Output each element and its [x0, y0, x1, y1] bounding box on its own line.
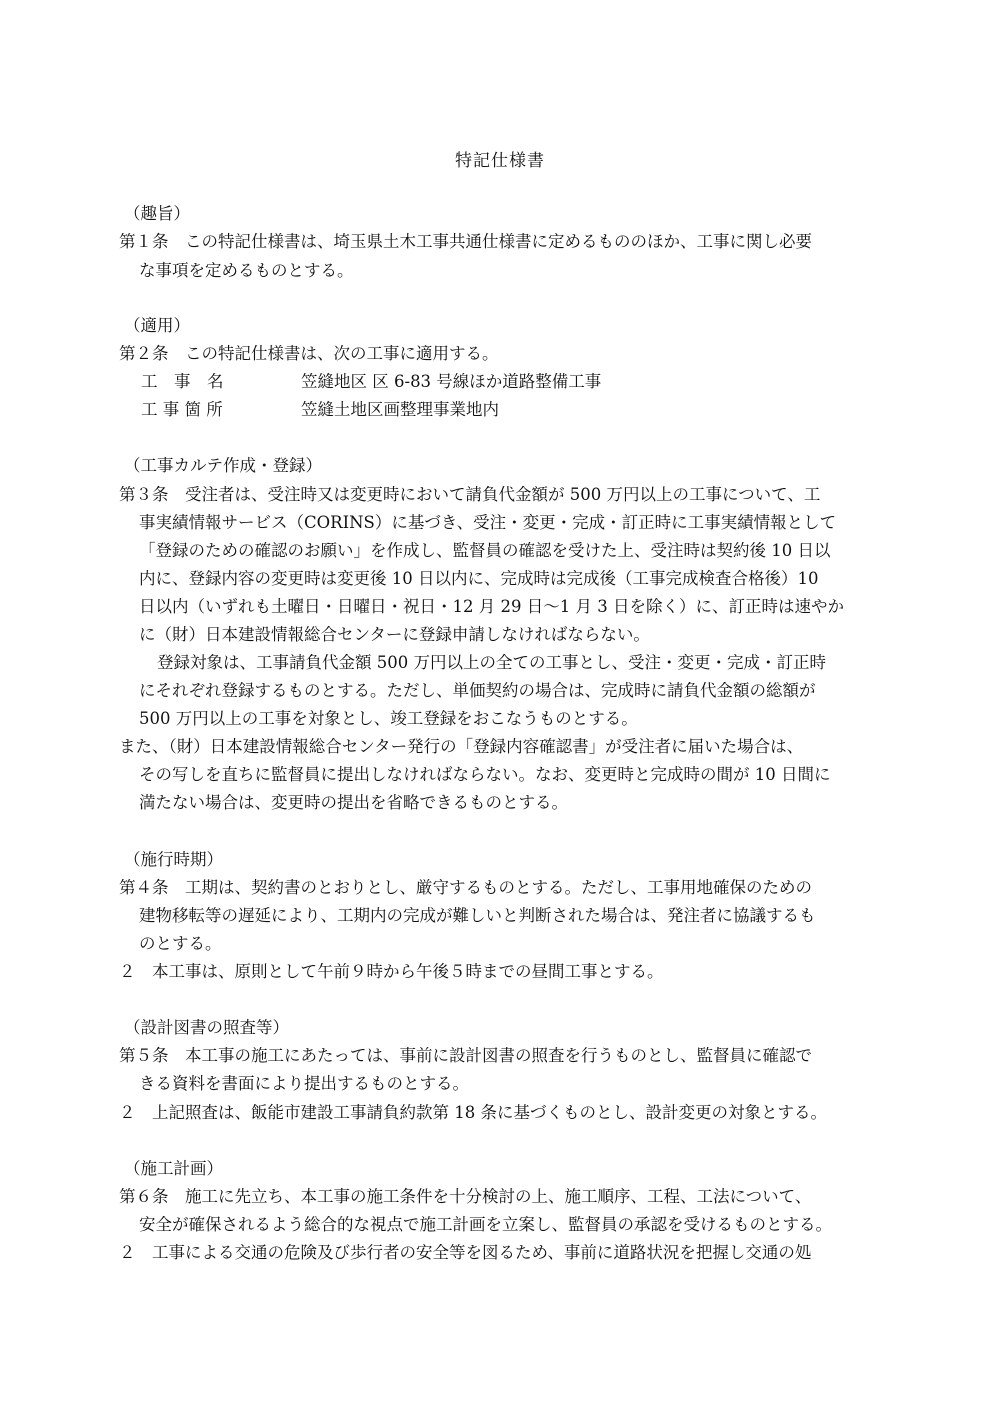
- article-line: 第４条 工期は、契約書のとおりとし、厳守するものとする。ただし、工事用地確保のための: [119, 878, 812, 897]
- article-line: 第５条 本工事の施工にあたっては、事前に設計図書の照査を行うものとし、監督員に確認で: [119, 1046, 812, 1065]
- section-heading: （工事カルテ作成・登録）: [124, 456, 322, 475]
- article-line: 第１条 この特記仕様書は、埼玉県土木工事共通仕様書に定めるもののほか、工事に関し必要: [119, 232, 812, 251]
- article-line: ２ 工事による交通の危険及び歩行者の安全等を図るため、事前に道路状況を把握し交通の処: [119, 1243, 812, 1262]
- section-heading: （施工計画）: [124, 1159, 223, 1178]
- spec-value-location: 笠縫土地区画整理事業地内: [301, 400, 499, 419]
- section-heading: （趣旨）: [124, 204, 190, 223]
- article-line: きる資料を書面により提出するものとする。: [139, 1074, 469, 1093]
- section-heading: （施行時期）: [124, 850, 223, 869]
- article-line: ２ 本工事は、原則として午前９時から午後５時までの昼間工事とする。: [119, 962, 664, 981]
- article-line: また、（財）日本建設情報総合センター発行の「登録内容確認書」が受注者に届いた場合は、: [119, 737, 804, 756]
- article-line: ２ 上記照査は、飯能市建設工事請負約款第 18 条に基づくものとし、設計変更の対象とする。: [119, 1103, 827, 1122]
- article-line: 500 万円以上の工事を対象とし、竣工登録をおこなうものとする。: [139, 709, 638, 728]
- spec-label-name: 工 事 名: [141, 372, 224, 391]
- article-line: のとする。: [139, 934, 222, 953]
- article-line: にそれぞれ登録するものとする。ただし、単価契約の場合は、完成時に請負代金額の総額が: [139, 681, 816, 700]
- article-line: 「登録のための確認のお願い」を作成し、監督員の確認を受けた上、受注時は契約後 10 日以: [139, 541, 831, 560]
- article-line: 登録対象は、工事請負代金額 500 万円以上の全ての工事とし、受注・変更・完成・訂正時: [157, 653, 826, 672]
- article-line: 建物移転等の遅延により、工期内の完成が難しいと判断された場合は、発注者に協議するも: [139, 906, 816, 925]
- article-line: に（財）日本建設情報総合センターに登録申請しなければならない。: [139, 625, 650, 644]
- section-heading: （適用）: [124, 316, 190, 335]
- section-heading: （設計図書の照査等）: [124, 1018, 289, 1037]
- article-line: その写しを直ちに監督員に提出しなければならない。なお、変更時と完成時の間が 10 日間に: [139, 765, 831, 784]
- document-title: 特記仕様書: [455, 151, 545, 171]
- article-line: 事実績情報サービス（CORINS）に基づき、受注・変更・完成・訂正時に工事実績情報として: [139, 513, 837, 532]
- article-line: 第３条 受注者は、受注時又は変更時において請負代金額が 500 万円以上の工事について、工: [119, 485, 821, 504]
- article-line: 内に、登録内容の変更時は変更後 10 日以内に、完成時は完成後（工事完成検査合格後）10: [139, 569, 819, 588]
- article-line: な事項を定めるものとする。: [139, 261, 354, 280]
- spec-value-name: 笠縫地区 区 6-83 号線ほか道路整備工事: [301, 372, 602, 391]
- spec-label-location: 工 事 箇 所: [141, 400, 223, 419]
- article-line: 満たない場合は、変更時の提出を省略できるものとする。: [139, 793, 568, 812]
- article-line: 日以内（いずれも土曜日・日曜日・祝日・12 月 29 日〜1 月 3 日を除く）に、訂正時は速やか: [139, 597, 844, 616]
- article-line: 安全が確保されるよう総合的な視点で施工計画を立案し、監督員の承認を受けるものとする。: [139, 1215, 832, 1234]
- article-line: 第６条 施工に先立ち、本工事の施工条件を十分検討の上、施工順序、工程、工法について、: [119, 1187, 812, 1206]
- article-line: 第２条 この特記仕様書は、次の工事に適用する。: [119, 344, 499, 363]
